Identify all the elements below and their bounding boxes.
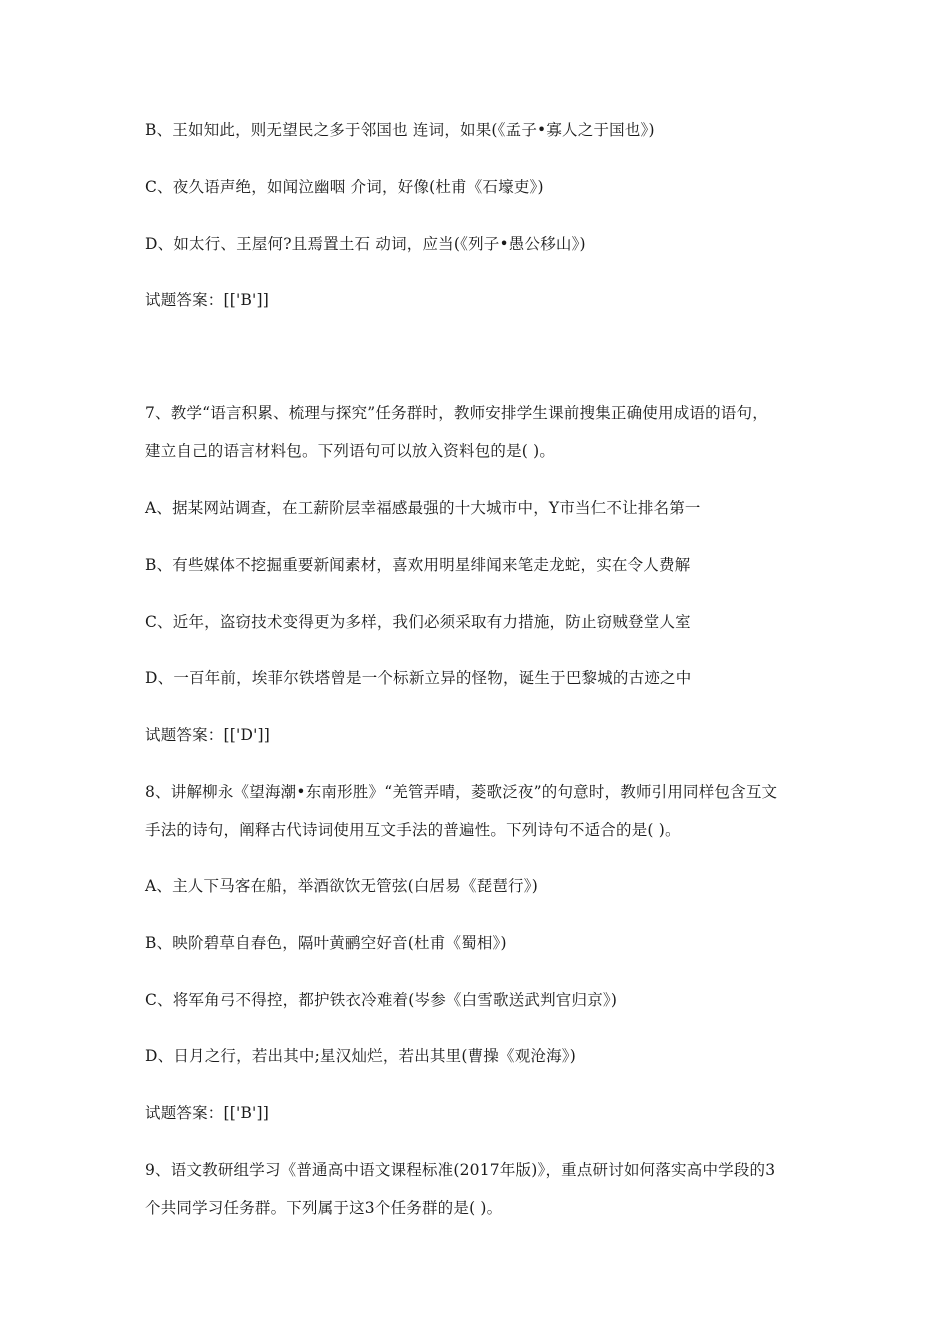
q8-option-b: B、映阶碧草自春色，隔叶黄鹂空好音(杜甫《蜀相》) <box>145 934 507 952</box>
q8-option-a: A、主人下马客在船，举酒欲饮无管弦(白居易《琵琶行》) <box>145 877 538 895</box>
q7-stem-line-1: 7、教学“语言积累、梳理与探究”任务群时，教师安排学生课前搜集正确使用成语的语句， <box>145 404 768 422</box>
q7-option-c: C、近年，盗窃技术变得更为多样，我们必须采取有力措施，防止窃贼登堂人室 <box>145 613 691 631</box>
q7-option-d: D、一百年前，埃菲尔铁塔曾是一个标新立异的怪物，诞生于巴黎城的古迹之中 <box>145 669 692 687</box>
q7-stem-line-2: 建立自己的语言材料包。下列语句可以放入资料包的是( )。 <box>145 442 556 460</box>
q9-stem-line-2: 个共同学习任务群。下列属于这3个任务群的是( )。 <box>145 1199 503 1217</box>
q9-stem-line-1: 9、语文教研组学习《普通高中语文课程标准(2017年版)》，重点研讨如何落实高中学段的3 <box>145 1161 776 1179</box>
q8-answer: 试题答案：[['B']] <box>145 1104 270 1122</box>
q6-option-b: B、王如知此，则无望民之多于邻国也 连词，如果(《孟子•寡人之于国也》) <box>145 121 655 139</box>
q7-answer: 试题答案：[['D']] <box>145 726 271 744</box>
q8-stem-line-1: 8、讲解柳永《望海潮•东南形胜》“羌管弄晴，菱歌泛夜”的句意时，教师引用同样包含互文 <box>145 783 778 801</box>
q8-stem-line-2: 手法的诗句，阐释古代诗词使用互文手法的普遍性。下列诗句不适合的是( )。 <box>145 821 681 839</box>
q7-option-b: B、有些媒体不挖掘重要新闻素材，喜欢用明星绯闻来笔走龙蛇，实在令人费解 <box>145 556 691 574</box>
q6-option-d: D、如太行、王屋何?且焉置土石 动词，应当(《列子•愚公移山》) <box>145 235 586 253</box>
q6-option-c: C、夜久语声绝，如闻泣幽咽 介词，好像(杜甫《石壕吏》) <box>145 178 544 196</box>
q8-option-c: C、将军角弓不得控，都护铁衣冷难着(岑参《白雪歌送武判官归京》) <box>145 991 618 1009</box>
q7-option-a: A、据某网站调查，在工薪阶层幸福感最强的十大城市中，Y市当仁不让排名第一 <box>145 499 701 517</box>
q8-option-d: D、日月之行，若出其中;星汉灿烂，若出其里(曹操《观沧海》) <box>145 1047 576 1065</box>
q6-answer: 试题答案：[['B']] <box>145 291 270 309</box>
